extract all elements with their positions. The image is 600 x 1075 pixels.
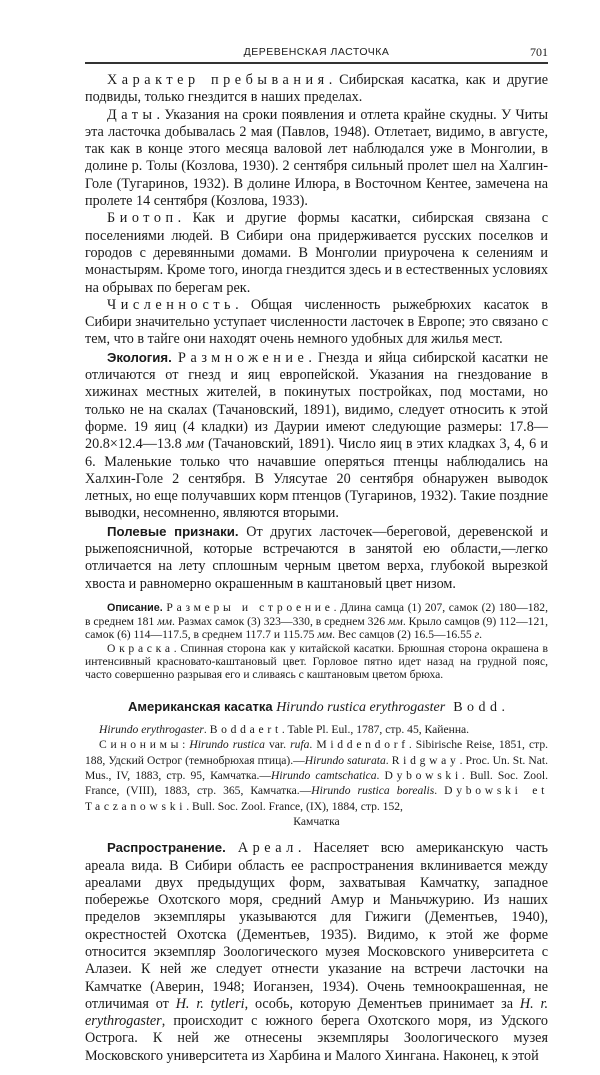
italic-term: мм xyxy=(388,615,403,629)
text-run: . Table Pl. Eul., 1787, стр. 45, Кайенна. xyxy=(281,723,470,737)
section-habits xyxy=(85,72,548,593)
text-run: . Как и другие формы касатки, сибирская связана с поселениями людей. В Сибири она придерживается русских поселков и городов с деревянными домами. В Монголии приурочена к селениям и монастырям. Кроме того, иногда гнездится здесь и в естественных условиях на обрывах по берегам рек. xyxy=(85,210,548,296)
paragraph xyxy=(85,349,548,523)
section-heading: Распространение. xyxy=(107,840,238,856)
species-title xyxy=(85,699,548,716)
text-run: . xyxy=(385,753,392,767)
page-number: 701 xyxy=(530,45,548,59)
paragraph xyxy=(85,523,548,593)
text-run: . Крыло самцов (9) 112—121, самок (6) 114—117.5, в среднем 117.7 и 115.75 xyxy=(85,615,548,642)
paragraph xyxy=(85,839,548,1065)
text-run: . Общая численность рыжебрюхих касаток в Сибири значительно уступает численности ласточек в Европе; это связано с тем, что в тайге они находят очень немного удобных для жилья мест. xyxy=(85,296,548,348)
text-run: . xyxy=(479,628,483,642)
italic-term: г xyxy=(474,628,480,642)
section-distribution xyxy=(85,839,548,1065)
text-run: . Размах самок (3) 323—330, в среднем 326 xyxy=(172,615,388,629)
italic-term: мм xyxy=(157,615,173,629)
text-run: . Населяет всю американскую часть ареала вида. В Сибири область ее распространения вклинивается между ареалами двух предыдущих форм, захватывая Камчатку, западное побережье Охотского моря, средний Амур и Маньчжурию. Из наших пределов экземпляры указываются для Гижиги (Дементьев, 1940), окрестностей Охотска (Дементьев, 1935). Видимо, к этой же форме относится экземпляр Зоологического музея Московского университета с Алазеи. К ней же следует отнести указание на встречи ласточки на Камчатке (Аверин, 1948; Иоганзен, 1934). Очень темноокрашенная, не отличимая от xyxy=(85,840,548,1012)
text-run: . xyxy=(309,738,317,752)
book-page xyxy=(85,0,548,1075)
spaced-subheading: Ridgway xyxy=(391,753,460,767)
text-run: . xyxy=(376,769,385,783)
text-run: , особь, которую Дементьев принимает за xyxy=(244,995,520,1012)
paragraph xyxy=(85,210,548,296)
spaced-subheading: Middendorf xyxy=(316,738,409,752)
paragraph xyxy=(85,642,548,682)
text-run: var. xyxy=(264,738,291,752)
italic-term: мм xyxy=(317,628,333,642)
paragraph xyxy=(85,107,548,211)
section-heading: Полевые признаки. xyxy=(107,523,247,539)
italic-term: Hirundo rustica erythrogaster xyxy=(276,700,446,716)
text-run: . Спинная сторона как у китайской касатки. Брюшная сторона окрашена в интенсивный красновато-каштановый цвет. Горловое пятно идет назад на грудной пояс, часто совершенно разрывая его и сливаясь с каштановым цветом брюха. xyxy=(85,641,548,681)
text-run: . Указания на сроки появления и отлета крайне скудны. У Читы эта ласточка добывалась 2 мая (Павлов, 1948). Отлетает, видимо, в августе, так как в конце этого месяца валовой лет наблюдался уже в Монголии, в долине р. Толы (Козлова, 1930). 2 сентября сильный пролет шел на Халгин-Голе (Тугаринов, 1932). В долине Илюра, в Восточном Кентее, замечена на пролете 14 сентября (Козлова, 1933). xyxy=(85,106,548,210)
text-run: . xyxy=(434,784,445,798)
paragraph xyxy=(85,72,548,107)
paragraph xyxy=(85,814,548,829)
running-header xyxy=(85,44,548,64)
text-run: . Гнезда и яйца сибирской касатки не отличаются от гнезд и яиц европейской. Указания на гнездование в хижинах местных жителей, в покинутых постройках, под мостами, но только не на скалах (Тачановский, 1891), видимо, следует относить к этой форме. 19 яиц (4 кладки) из Даурии имеют следующие размеры: 17.8—20.8×12.4—13.8 xyxy=(85,349,548,453)
spaced-subheading: Характер пребывания xyxy=(107,72,329,88)
section-synonyms xyxy=(85,722,548,829)
italic-term: Hirundo saturata xyxy=(304,753,386,767)
text-run: (Тачановский, 1891). Число яиц в этих кладках 3, 4, 6 и 6. Маленькие только что начавшие оперяться птенцы наблюдались на Халхин-Голе 2 сентября. В Улясутае 20 сентября обнаружен выводок летных, но еще получавших корм птенцов (Тугаринов, 1932). Такие поздние выводки, несомненно, являются вторыми. xyxy=(85,436,548,522)
italic-term: Hirundo rustica xyxy=(189,738,265,752)
spaced-subheading: Биотоп xyxy=(107,210,178,227)
italic-term: rufa xyxy=(290,738,310,752)
text-run: . Длина самца (1) 207, самок (2) 180—182, в среднем 181 xyxy=(85,600,548,629)
section-description xyxy=(85,601,548,681)
spaced-subheading: Boddaert xyxy=(209,723,282,737)
text-run: . xyxy=(501,700,505,716)
spaced-subheading: Ареал xyxy=(237,840,298,857)
text-run: . xyxy=(203,723,210,737)
italic-term: H. r. tytleri xyxy=(175,995,245,1012)
running-title: ДЕРЕВЕНСКАЯ ЛАСТОЧКА xyxy=(243,46,390,58)
paragraph xyxy=(85,722,548,737)
text-run: . Bull. Soc. Zool. France, (VIII), 1883, стр. 365, Камчатка.— xyxy=(85,769,548,798)
spaced-subheading: Окраска xyxy=(107,641,174,655)
spaced-subheading: Bodd xyxy=(445,700,502,716)
spaced-subheading: Dybowski xyxy=(384,769,462,783)
italic-term: мм xyxy=(185,436,204,453)
section-heading: Экология. xyxy=(107,349,179,365)
text-run: . Сибирская касатка, как и другие подвиды, только гнездится в наших пределах. xyxy=(85,72,548,106)
paragraph xyxy=(85,297,548,349)
spaced-subheading: Размеры и строение xyxy=(166,600,334,614)
paragraph xyxy=(85,601,548,642)
spaced-subheading: Синонимы xyxy=(99,738,183,752)
section-heading: Американская касатка xyxy=(128,699,277,715)
spaced-subheading: Размножение xyxy=(178,349,309,366)
text-run: . Sibirische Reise, 1851, стр. 188, Удский Острог (темнобрюхая птица).— xyxy=(85,738,549,767)
text-run: , происходит с южного берега Охотского моря, из Удского Острога. К ней же отнесены экземпляры Зоологического музея Московского университета из Харбина и Малого Хингана. Наконец, к этой xyxy=(85,1013,548,1064)
text-run: . Proc. Un. St. Nat. Mus., IV, 1883, стр. 95, Камчатка.— xyxy=(85,753,549,783)
text-run: . Bull. Soc. Zool. France, (IX), 1884, стр. 152, xyxy=(186,799,403,813)
spaced-subheading: Численность xyxy=(107,296,236,313)
spaced-subheading: Dybowski et Taczanowski xyxy=(85,784,548,813)
italic-term: Hirundo camtschatica xyxy=(270,769,377,783)
text-run: Камчатка xyxy=(293,814,340,828)
species-heading xyxy=(85,699,548,716)
italic-term: Hirundo rustica borealis xyxy=(311,784,435,798)
paragraph xyxy=(85,737,548,813)
text-run: От других ласточек—береговой, деревенской и рыжепоясничной, которые встречаются в занятой ею области,—легко отличается на лету сплошным черным цветом верха, глубокой вырезкой хвоста и равномерно окрашенным в каштановый цвет низом. xyxy=(85,523,548,592)
text-run: . Вес самцов (2) 16.5—16.55 xyxy=(332,628,475,642)
spaced-subheading: Даты xyxy=(107,106,157,123)
italic-term: Hirundo erythrogaster xyxy=(99,723,204,737)
section-heading: Описание. xyxy=(107,601,167,614)
italic-term: H. r. erythrogaster xyxy=(85,995,549,1030)
text-run: : xyxy=(182,738,190,752)
